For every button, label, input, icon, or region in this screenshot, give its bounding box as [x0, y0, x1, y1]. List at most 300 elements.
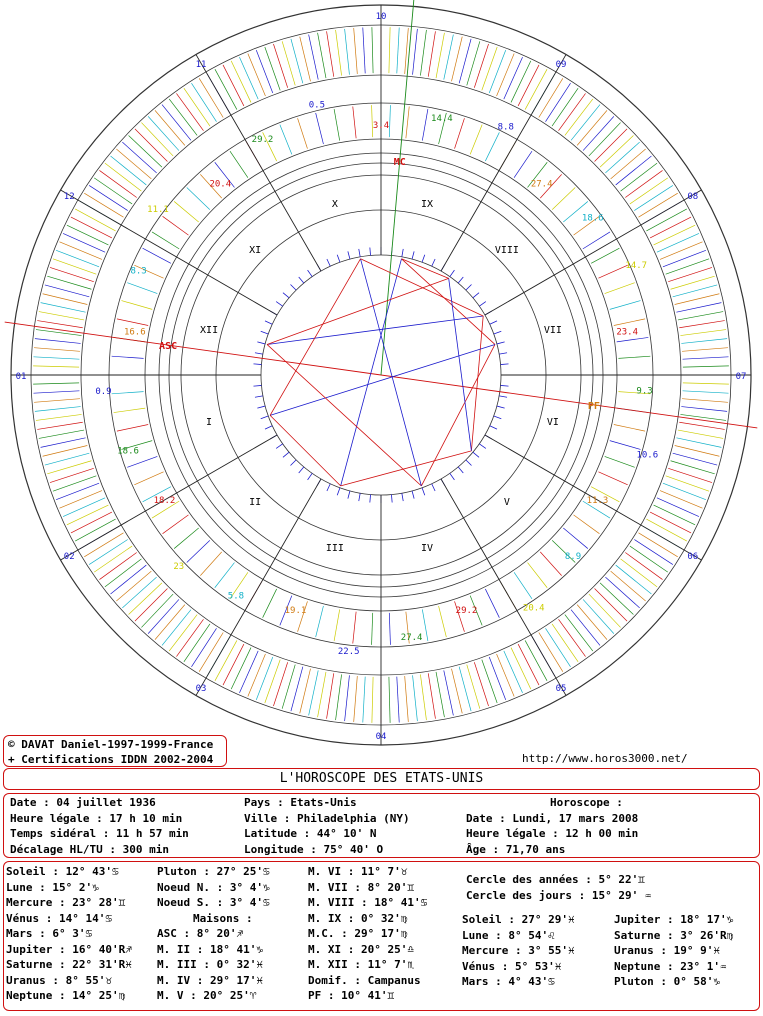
planet-row: Noeud N. : 3° 4'♑ [157, 880, 270, 894]
colored-tick [239, 57, 258, 99]
inner-tick [610, 441, 641, 450]
colored-tick [565, 99, 593, 135]
inner-tick [263, 589, 277, 618]
planet-degree-label: 8.8 [497, 122, 514, 133]
inner-tick [485, 132, 499, 161]
colored-tick [39, 312, 84, 320]
planet-degree-label: 29.2 [251, 135, 274, 146]
inner-tick [127, 456, 157, 467]
copyright-line-1: © DAVAT Daniel-1997-1999-France [8, 738, 214, 751]
colored-tick [474, 44, 488, 88]
inner-tick [174, 201, 199, 222]
colored-tick [405, 676, 409, 722]
colored-tick [660, 242, 702, 260]
colored-tick [35, 407, 81, 412]
degree-tick [370, 495, 371, 503]
degree-tick [450, 270, 455, 277]
planet-degree-label: 0.5 [308, 100, 326, 111]
city: Ville : Philadelphia (NY) [244, 811, 410, 825]
colored-tick [50, 468, 94, 482]
transit-row: Vénus : 5° 53'♓ [462, 959, 562, 973]
planet-degree-label: 18.2 [153, 496, 176, 506]
planet-degree-label: 23.4 [616, 327, 639, 338]
colored-tick [559, 93, 586, 130]
degree-tick [479, 302, 486, 307]
colored-tick [650, 217, 691, 238]
colored-tick [539, 78, 563, 117]
colored-tick [363, 677, 365, 723]
colored-tick [309, 670, 319, 715]
degree-tick [412, 251, 414, 259]
time-offset: Décalage HL/TU : 300 min [10, 842, 169, 856]
colored-tick [43, 294, 88, 305]
colored-tick [363, 27, 365, 73]
aspect-line [471, 316, 483, 451]
colored-tick [41, 303, 86, 313]
colored-tick [56, 483, 99, 499]
degree-tick [473, 452, 479, 457]
degree-tick [402, 249, 403, 257]
colored-tick [683, 391, 729, 393]
degree-tick [499, 396, 507, 397]
colored-tick [89, 185, 128, 210]
degree-tick [466, 460, 472, 466]
degree-tick [497, 342, 505, 344]
colored-tick [452, 37, 463, 82]
degree-tick [490, 321, 497, 324]
colored-tick [420, 674, 426, 720]
colored-tick [511, 648, 531, 690]
degree-tick [490, 426, 497, 429]
year-label: 06 [687, 552, 699, 562]
inner-tick [574, 515, 600, 534]
horoscope-column [466, 795, 638, 857]
aspect-line [361, 259, 422, 486]
colored-tick [413, 29, 418, 75]
colored-tick [273, 662, 287, 706]
aspect-line [401, 259, 494, 345]
inner-tick [280, 125, 292, 155]
degree-tick [432, 259, 435, 266]
colored-tick [518, 644, 539, 685]
colored-tick [191, 83, 216, 122]
colored-tick [336, 674, 342, 720]
degree-tick [283, 293, 289, 298]
colored-tick [634, 185, 673, 210]
year-label: 01 [15, 372, 27, 382]
aspect-line [401, 259, 448, 279]
colored-tick [681, 407, 727, 412]
colored-tick [265, 47, 280, 90]
transit-row: Soleil : 27° 29'♓ [462, 913, 575, 926]
colored-tick [420, 30, 426, 76]
colored-tick [676, 438, 721, 448]
planet-degree-label: 20.4 [209, 179, 232, 190]
inner-tick [372, 613, 373, 645]
inner-tick [117, 424, 148, 431]
colored-tick [678, 430, 723, 438]
colored-tick [215, 69, 237, 109]
planet-row: Vénus : 14° 14'♋ [6, 911, 112, 925]
colored-tick [413, 675, 418, 721]
colored-tick [680, 330, 726, 336]
planet-row: Uranus : 8° 55'♉ [6, 973, 112, 987]
planet-row: Jupiter : 16° 40'R♐ [6, 942, 132, 956]
degree-tick [473, 293, 479, 298]
degree-tick [494, 331, 502, 334]
inner-tick [598, 472, 627, 485]
colored-tick [634, 539, 673, 564]
degree-tick [265, 321, 272, 324]
year-label: 11 [195, 60, 207, 71]
natal-nodes-houses-column [157, 864, 270, 1004]
degree-tick [359, 493, 360, 501]
colored-tick [372, 27, 373, 73]
colored-tick [53, 259, 96, 274]
planet-degree-label: 19.1 [284, 605, 307, 616]
degree-tick [499, 353, 507, 354]
colored-tick [539, 632, 563, 671]
colored-tick [36, 414, 82, 420]
degree-tick [359, 249, 360, 257]
degree-tick [370, 247, 371, 255]
page-title: L'HOROSCOPE DES ETATS-UNIS [3, 768, 760, 790]
inner-tick [389, 613, 390, 645]
degree-tick [265, 426, 272, 429]
degree-tick [253, 385, 261, 386]
colored-tick [489, 50, 505, 93]
degree-tick [348, 251, 350, 259]
house-row: M. VI : 11° 7'♉ [308, 865, 408, 878]
inner-tick [316, 113, 324, 144]
inner-tick [470, 125, 482, 155]
inner-tick [298, 118, 308, 148]
house-numeral: II [249, 496, 262, 508]
colored-tick [654, 505, 696, 525]
colored-tick [638, 533, 677, 557]
planet-row: Soleil : 12° 43'♋ [6, 865, 119, 878]
house-row: M.C. : 29° 17'♍ [308, 927, 408, 940]
inner-tick [591, 248, 619, 263]
degree-tick [348, 491, 350, 499]
colored-tick [511, 61, 531, 103]
planet-degree-label: 14.4 [431, 114, 453, 125]
house-cusp [196, 479, 321, 696]
colored-tick [300, 669, 311, 714]
colored-tick [625, 553, 662, 580]
axis-label: MC [393, 156, 406, 168]
degree-tick [458, 277, 463, 283]
colored-tick [372, 677, 373, 723]
house-cusps [5, 0, 758, 745]
colored-tick [650, 512, 691, 533]
colored-tick [545, 83, 570, 122]
colored-tick [666, 259, 709, 274]
colored-tick [666, 476, 709, 491]
degree-tick [501, 385, 509, 386]
house-numeral: VI [546, 417, 559, 429]
planet-row: Pluton : 27° 25'♋ [157, 865, 270, 878]
degree-tick [494, 416, 502, 419]
inner-tick [618, 356, 650, 358]
inner-tick [334, 109, 340, 141]
colored-tick [273, 44, 287, 88]
house-numeral: VII [543, 324, 562, 336]
colored-tick [565, 615, 593, 651]
colored-tick [63, 233, 105, 252]
colored-tick [525, 640, 547, 680]
country: Pays : Etats-Unis [244, 796, 357, 809]
inner-tick [316, 606, 324, 637]
planet-degree-label: 3.4 [372, 121, 390, 131]
colored-tick [682, 399, 728, 403]
degree-tick [412, 491, 414, 499]
degree-tick [337, 488, 340, 496]
copyright-line-2: + Certifications IDDN 2002-2004 [8, 753, 214, 766]
colored-tick [50, 267, 94, 281]
colored-tick [545, 628, 570, 667]
axis-line [381, 375, 757, 428]
house-row: M. XII : 11° 7'♏ [308, 958, 414, 971]
planet-degree-label: 16.6 [123, 327, 146, 338]
inner-tick [353, 106, 356, 138]
planet-degree-label: 8.9 [564, 552, 582, 563]
natal-info-panel [3, 793, 760, 858]
colored-tick [452, 669, 463, 714]
website-link[interactable]: http://www.horos3000.net/ [522, 752, 688, 765]
colored-tick [53, 476, 96, 491]
colored-tick [67, 505, 109, 525]
colored-tick [34, 399, 80, 403]
house-row: M. XI : 20° 25'♎ [308, 942, 414, 956]
colored-tick [176, 93, 203, 130]
axis-label: PF [587, 400, 600, 412]
colored-tick [215, 640, 237, 680]
transit-row: Uranus : 19° 9'♓ [614, 944, 720, 957]
inner-tick [598, 265, 627, 278]
degree-tick [308, 473, 313, 480]
colored-tick [84, 533, 123, 557]
house-cusp [441, 55, 566, 272]
transit-row: Mercure : 3° 55'♓ [462, 944, 575, 957]
year-label: 07 [735, 372, 747, 382]
house-numeral: VIII [494, 245, 519, 257]
colored-tick [552, 624, 578, 662]
planet-degree-label: 23 [173, 561, 185, 572]
degree-tick [327, 259, 330, 266]
colored-tick [176, 619, 203, 656]
house-numeral: I [206, 417, 213, 429]
colored-tick [184, 88, 210, 126]
house-numeral: XI [249, 245, 262, 257]
colored-tick [169, 615, 197, 651]
colored-tick [35, 339, 81, 344]
planet-degree-label: 18.6 [581, 213, 604, 224]
colored-tick [36, 330, 82, 336]
inner-tick [614, 424, 645, 431]
year-label: 08 [687, 192, 699, 202]
colored-tick [71, 217, 112, 238]
colored-tick [436, 33, 444, 78]
colored-tick [428, 673, 435, 718]
planet-degree-label: 29.2 [455, 605, 478, 616]
colored-tick [318, 33, 326, 78]
colored-tick [654, 225, 696, 245]
degree-tick [337, 255, 340, 263]
colored-tick [683, 366, 729, 367]
colored-tick [680, 414, 726, 420]
inner-tick [614, 319, 645, 326]
inner-tick [528, 563, 548, 588]
year-label: 05 [555, 683, 567, 694]
colored-tick [33, 357, 79, 359]
inner-tick [605, 456, 635, 467]
degree-tick [432, 484, 435, 491]
inner-tick [610, 301, 641, 310]
colored-tick [256, 50, 272, 93]
colored-tick [184, 624, 210, 662]
cycle-row: Cercle des jours : 15° 29' ♒ [466, 888, 652, 902]
aspect-line [341, 451, 472, 486]
colored-tick [94, 178, 132, 204]
degree-tick [497, 406, 505, 408]
inner-tick [583, 232, 610, 249]
inner-tick [514, 572, 532, 599]
colored-tick [231, 61, 251, 103]
inner-tick [200, 552, 221, 576]
degree-tick [255, 396, 263, 397]
degree-tick [422, 488, 425, 496]
colored-tick [504, 57, 523, 99]
colored-tick [668, 468, 712, 482]
horoscope-heading: Horoscope : [550, 796, 623, 809]
colored-tick [309, 35, 319, 80]
degree-tick [257, 342, 265, 344]
colored-tick [436, 672, 444, 717]
house-cusp [196, 55, 321, 272]
colored-tick [657, 233, 699, 252]
colored-tick [345, 675, 350, 721]
planet-row: Mercure : 23° 28'♊ [6, 896, 126, 909]
colored-tick [318, 672, 326, 717]
colored-tick [111, 156, 147, 185]
colored-tick [668, 267, 712, 281]
colored-tick [682, 348, 728, 352]
house-row: M. IV : 29° 17'♓ [157, 973, 263, 987]
inner-tick [514, 151, 532, 178]
house-row: M. V : 20° 25'♈ [157, 989, 257, 1002]
degree-tick [253, 364, 261, 365]
inner-tick [112, 392, 144, 394]
planet-degree-label: 22.5 [337, 647, 360, 658]
colored-tick [300, 37, 311, 82]
colored-tick [518, 65, 539, 106]
colored-tick [56, 250, 99, 266]
degree-tick [466, 284, 472, 290]
degree-tick [450, 473, 455, 480]
inner-tick [540, 552, 561, 576]
colored-tick [34, 348, 80, 352]
inner-tick [617, 337, 649, 341]
house-numeral: IV [421, 542, 434, 554]
colored-tick [663, 250, 706, 266]
colored-tick [33, 366, 79, 367]
house-numeral: X [331, 199, 338, 211]
colored-tick [482, 47, 497, 90]
inner-tick [422, 609, 428, 641]
colored-tick [616, 565, 652, 594]
colored-tick [497, 654, 515, 696]
house-row: M. VIII : 18° 41'♋ [308, 896, 428, 909]
colored-tick [354, 676, 358, 722]
birth-date: Date : 04 juillet 1936 [10, 796, 156, 809]
inner-tick [114, 408, 146, 412]
colored-tick [625, 170, 662, 197]
natal-planets-column [6, 864, 132, 1004]
colored-tick [111, 565, 147, 594]
degree-tick [261, 331, 269, 334]
colored-tick [239, 651, 258, 693]
colored-tick [552, 88, 578, 126]
year-label: 04 [375, 732, 387, 742]
colored-tick [327, 31, 334, 76]
house-numeral: XII [200, 324, 219, 336]
colored-tick [256, 657, 272, 700]
year-label: 10 [375, 12, 387, 22]
colored-tick [33, 383, 79, 384]
colored-tick [37, 321, 82, 328]
colored-tick [504, 651, 523, 693]
colored-tick [223, 65, 244, 106]
colored-tick [59, 242, 101, 260]
house-row: PF : 10° 41'♊ [308, 989, 395, 1002]
inner-tick [215, 563, 235, 588]
planet-degree-label: 5.8 [227, 591, 245, 602]
inner-tick [121, 301, 152, 310]
planet-row: Neptune : 14° 25'♍ [6, 989, 126, 1002]
inner-tick [563, 528, 588, 549]
colored-tick [41, 438, 86, 448]
inner-tick [163, 515, 189, 534]
planet-row: Noeud S. : 3° 4'♋ [157, 896, 270, 909]
colored-tick [169, 99, 197, 135]
colored-tick [679, 321, 724, 328]
latitude: Latitude : 44° 10' N [244, 827, 377, 840]
degree-tick [327, 484, 330, 491]
colored-tick [37, 422, 82, 429]
transit-row: Pluton : 0° 58'♑ [614, 975, 720, 988]
planet-row: Lune : 15° 2'♑ [6, 880, 99, 894]
colored-tick [105, 163, 141, 191]
natal-birth-column [10, 795, 189, 857]
degree-tick [276, 302, 283, 307]
house-row: M. III : 0° 32'♓ [157, 958, 263, 971]
colored-tick [657, 498, 699, 517]
house-row: M. II : 18° 41'♑ [157, 942, 263, 956]
degree-tick [479, 444, 486, 449]
colored-tick [616, 156, 652, 185]
colored-tick [675, 294, 720, 305]
colored-tick [678, 312, 723, 320]
transit-row: Saturne : 3° 26'R♍ [614, 928, 734, 942]
year-label: 02 [63, 552, 75, 562]
inner-tick [485, 589, 499, 618]
inner-tick [187, 187, 210, 209]
colored-tick [248, 53, 266, 95]
colored-tick [630, 546, 668, 572]
inner-tick [127, 283, 157, 294]
inner-tick [152, 232, 179, 249]
